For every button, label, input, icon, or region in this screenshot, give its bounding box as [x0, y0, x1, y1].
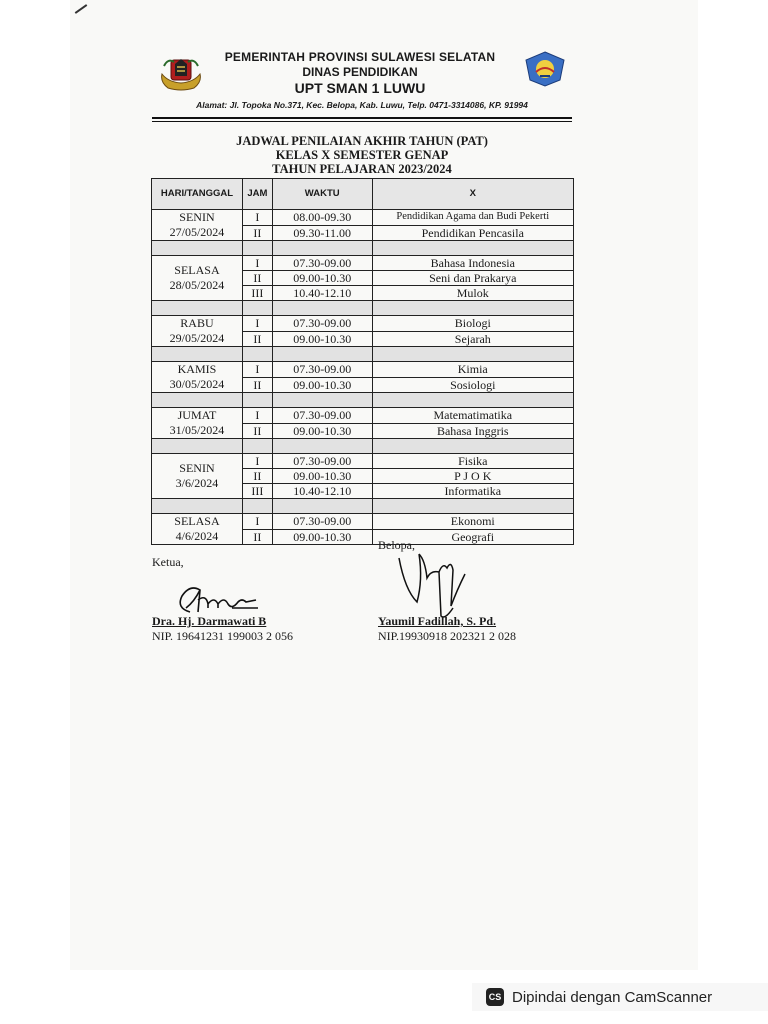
title-line1: JADWAL PENILAIAN AKHIR TAHUN (PAT) [236, 134, 488, 148]
table-row [152, 362, 574, 378]
waktu-cell: 09.30-11.00 [272, 225, 372, 241]
col-header-day-date: HARI/TANGGAL [152, 179, 243, 210]
day-date: 28/05/2024 [169, 278, 225, 292]
left-signature-icon [172, 578, 262, 618]
letterhead-school-name: UPT SMAN 1 LUWU [294, 80, 426, 96]
subject-cell: Bahasa Indonesia [372, 256, 573, 271]
jam-cell: II [242, 225, 272, 241]
jam-cell: II [242, 423, 272, 439]
waktu-cell: 07.30-09.00 [272, 454, 372, 469]
jam-cell: I [242, 454, 272, 469]
day-name: JUMAT [177, 408, 217, 422]
left-signer-title: Ketua, [152, 555, 184, 569]
col-header-class-x: X [372, 179, 573, 210]
letterhead-rule [152, 117, 572, 119]
spacer-row [152, 439, 574, 454]
subject-cell: Pendidikan Pencasila [372, 225, 573, 241]
title-line3: TAHUN PELAJARAN 2023/2024 [272, 162, 452, 176]
subject-cell: Mulok [372, 286, 573, 301]
table-row [152, 514, 574, 530]
day-cell [152, 256, 243, 301]
spacer-row [152, 301, 574, 316]
jam-cell: II [242, 469, 272, 484]
day-name: SELASA [174, 514, 220, 528]
education-office-logo-icon [522, 50, 568, 88]
day-name: SENIN [179, 461, 215, 475]
subject-cell: Fisika [372, 454, 573, 469]
right-signer-name: Yaumil Fadillah, S. Pd. [378, 614, 497, 628]
jam-cell: I [242, 514, 272, 530]
letterhead-line1: PEMERINTAH PROVINSI SULAWESI SELATAN [224, 50, 496, 64]
waktu-cell: 10.40-12.10 [272, 484, 372, 499]
waktu-cell: 07.30-09.00 [272, 514, 372, 530]
day-date: 29/05/2024 [169, 331, 225, 345]
day-name: RABU [180, 316, 214, 330]
left-signer-name: Dra. Hj. Darmawati B [152, 614, 267, 628]
day-cell [152, 316, 243, 347]
day-cell [152, 210, 243, 241]
day-cell [152, 362, 243, 393]
document-title [212, 134, 512, 176]
letterhead-address: Alamat: Jl. Topoka No.371, Kec. Belopa, Kab. Luwu, Telp. 0471-3314086, KP. 91994 [196, 100, 528, 110]
spacer-row [152, 393, 574, 408]
day-cell [152, 454, 243, 499]
table-header-row [152, 179, 574, 210]
jam-cell: I [242, 362, 272, 378]
jam-cell: III [242, 484, 272, 499]
camscanner-watermark [472, 983, 768, 1011]
subject-cell: P J O K [372, 469, 573, 484]
camscanner-logo-icon: CS [486, 988, 504, 1006]
day-cell [152, 514, 243, 545]
table-row [152, 256, 574, 271]
subject-cell: Bahasa Inggris [372, 423, 573, 439]
table-row [152, 408, 574, 424]
title-line2: KELAS X SEMESTER GENAP [275, 148, 449, 162]
subject-cell: Ekonomi [372, 514, 573, 530]
province-emblem-icon [158, 52, 204, 92]
jam-cell: III [242, 286, 272, 301]
jam-cell: II [242, 529, 272, 545]
exam-schedule-table [151, 178, 574, 545]
waktu-cell: 07.30-09.00 [272, 316, 372, 332]
waktu-cell: 09.00-10.30 [272, 331, 372, 347]
camscanner-text: Dipindai dengan CamScanner [512, 988, 713, 1006]
letterhead [200, 50, 520, 96]
jam-cell: I [242, 408, 272, 424]
col-header-jam: JAM [242, 179, 272, 210]
day-cell [152, 408, 243, 439]
waktu-cell: 08.00-09.30 [272, 210, 372, 226]
jam-cell: I [242, 210, 272, 226]
jam-cell: II [242, 271, 272, 286]
signing-place: Belopa, [378, 538, 415, 552]
waktu-cell: 10.40-12.10 [272, 286, 372, 301]
spacer-row [152, 347, 574, 362]
waktu-cell: 07.30-09.00 [272, 256, 372, 271]
table-row [152, 210, 574, 226]
day-date: 4/6/2024 [175, 529, 219, 543]
waktu-cell: 07.30-09.00 [272, 362, 372, 378]
spacer-row [152, 499, 574, 514]
waktu-cell: 09.00-10.30 [272, 271, 372, 286]
table-row [152, 316, 574, 332]
day-date: 30/05/2024 [169, 377, 225, 391]
col-header-waktu: WAKTU [272, 179, 372, 210]
subject-cell: Informatika [372, 484, 573, 499]
letterhead-rule-thin [152, 121, 572, 122]
spacer-row [152, 241, 574, 256]
table-row [152, 454, 574, 469]
jam-cell: II [242, 331, 272, 347]
subject-cell: Biologi [372, 316, 573, 332]
left-signer-nip: NIP. 19641231 199003 2 056 [152, 629, 294, 643]
right-signer-nip: NIP.19930918 202321 2 028 [378, 629, 517, 643]
waktu-cell: 09.00-10.30 [272, 423, 372, 439]
subject-cell: Geografi [372, 529, 573, 545]
waktu-cell: 09.00-10.30 [272, 529, 372, 545]
waktu-cell: 09.00-10.30 [272, 377, 372, 393]
letterhead-line2: DINAS PENDIDIKAN [302, 65, 418, 79]
subject-cell: Kimia [372, 362, 573, 378]
subject-cell: Sosiologi [372, 377, 573, 393]
jam-cell: I [242, 256, 272, 271]
waktu-cell: 07.30-09.00 [272, 408, 372, 424]
day-date: 3/6/2024 [175, 476, 219, 490]
subject-cell: Pendidikan Agama dan Budi Pekerti [372, 210, 573, 226]
subject-cell: Matematimatika [372, 408, 573, 424]
right-signature-icon [395, 550, 470, 622]
day-date: 27/05/2024 [169, 225, 225, 239]
subject-cell: Sejarah [372, 331, 573, 347]
day-name: SELASA [174, 263, 220, 277]
subject-cell: Seni dan Prakarya [372, 271, 573, 286]
day-date: 31/05/2024 [169, 423, 225, 437]
jam-cell: I [242, 316, 272, 332]
day-name: KAMIS [177, 362, 217, 376]
jam-cell: II [242, 377, 272, 393]
day-name: SENIN [179, 210, 215, 224]
waktu-cell: 09.00-10.30 [272, 469, 372, 484]
